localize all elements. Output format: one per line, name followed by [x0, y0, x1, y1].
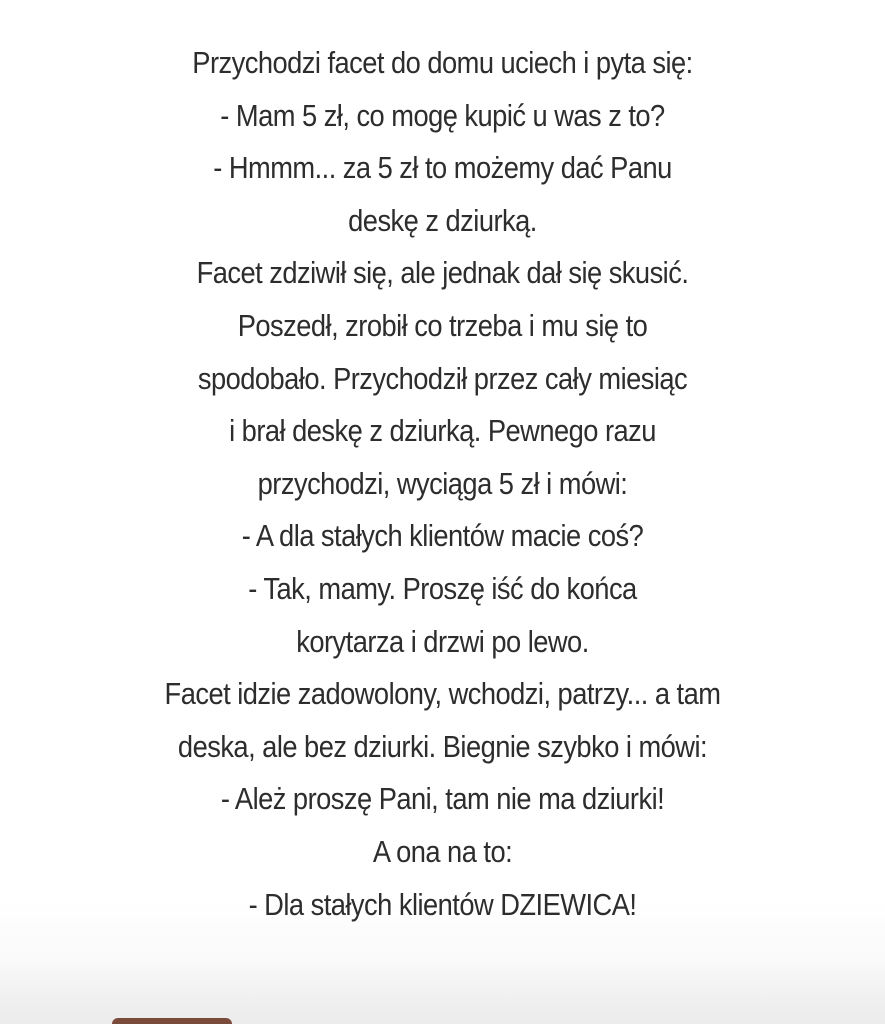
joke-line: spodobało. Przychodził przez cały miesiąc	[197, 360, 688, 396]
joke-line: deska, ale bez dziurki. Biegnie szybko i mówi:	[177, 728, 708, 764]
joke-line: Przychodzi facet do domu uciech i pyta się:	[192, 45, 693, 80]
cropped-thumbnail-edge	[112, 1018, 232, 1024]
joke-line: i brał deskę z dziurką. Pewnego razu	[229, 413, 656, 449]
joke-line: - Ależ proszę Pani, tam nie ma dziurki!	[220, 781, 665, 817]
joke-line: Poszedł, zrobił co trzeba i mu się to	[237, 307, 648, 343]
joke-line: - Hmmm... za 5 zł to możemy dać Panu	[213, 150, 672, 186]
joke-line: Facet idzie zadowolony, wchodzi, patrzy... a tam	[164, 676, 721, 712]
joke-line: - A dla stałych klientów macie coś?	[241, 518, 644, 554]
joke-line: deskę z dziurką.	[348, 202, 537, 238]
bottom-fade	[0, 964, 885, 1024]
joke-line: - Tak, mamy. Proszę iść do końca	[248, 570, 637, 606]
joke-line: - Mam 5 zł, co mogę kupić u was z to?	[220, 97, 665, 133]
joke-text-block	[53, 37, 832, 931]
joke-line: Facet zdziwił się, ale jednak dał się skusić.	[196, 255, 689, 291]
joke-line: - Dla stałych klientów DZIEWICA!	[248, 886, 637, 922]
joke-line: korytarza i drzwi po lewo.	[296, 623, 589, 659]
joke-line: A ona na to:	[372, 833, 513, 869]
joke-line: przychodzi, wyciąga 5 zł i mówi:	[257, 465, 628, 501]
